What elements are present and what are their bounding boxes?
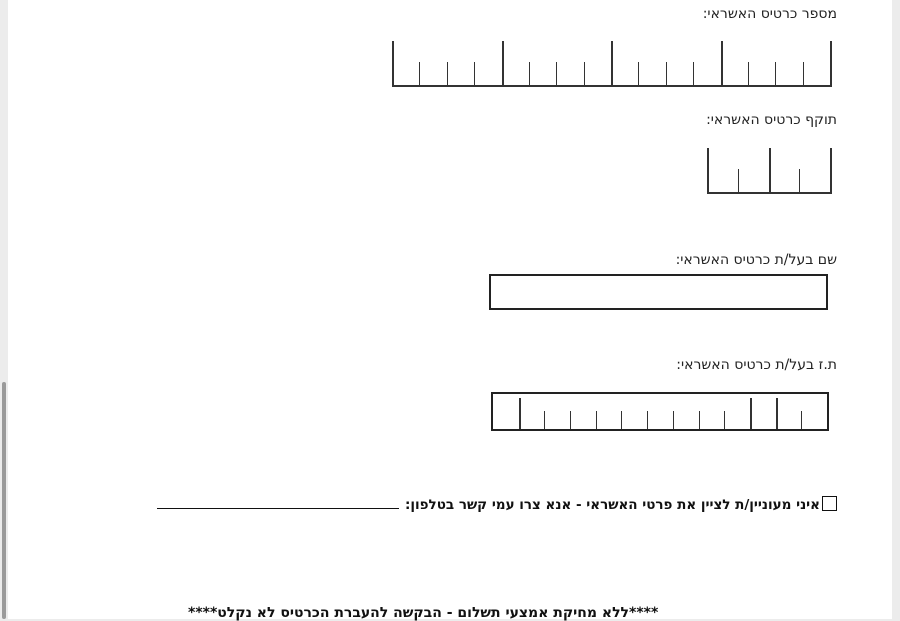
digit-divider (738, 169, 739, 194)
holder-name-field[interactable] (489, 274, 828, 310)
card-expiry-label: תוקף כרטיס האשראי: (706, 112, 837, 128)
digit-divider (647, 411, 648, 429)
digit-divider (529, 62, 530, 87)
digit-divider (519, 398, 521, 429)
digit-divider (447, 62, 448, 87)
holder-name-label: שם בעל/ת כרטיס האשראי: (675, 252, 837, 268)
phone-contact-checkbox[interactable] (822, 496, 837, 511)
digit-divider (584, 62, 585, 87)
digit-divider (693, 62, 694, 87)
phone-number-line[interactable] (157, 508, 399, 509)
digit-divider (750, 398, 752, 429)
holder-id-label: ת.ז בעל/ת כרטיס האשראי: (676, 357, 837, 373)
digit-divider (673, 411, 674, 429)
digit-divider (803, 62, 804, 87)
digit-divider (699, 411, 700, 429)
digit-divider (748, 62, 749, 87)
card-number-label: מספר כרטיס האשראי: (702, 6, 837, 22)
digit-divider (611, 41, 613, 87)
holder-id-field[interactable] (491, 392, 829, 431)
digit-divider (556, 62, 557, 87)
digit-divider (502, 41, 504, 87)
digit-divider (474, 62, 475, 87)
digit-divider (769, 148, 771, 194)
digit-divider (775, 62, 776, 87)
digit-divider (392, 41, 394, 87)
card-number-field[interactable] (392, 41, 832, 87)
page-gutter (892, 0, 900, 619)
phone-contact-option (157, 496, 837, 513)
card-expiry-field[interactable] (707, 148, 832, 194)
digit-divider (638, 62, 639, 87)
digit-divider (724, 411, 725, 429)
digit-divider (596, 411, 597, 429)
digit-divider (544, 411, 545, 429)
digit-divider (721, 41, 723, 87)
document-page (8, 0, 892, 619)
digit-divider (570, 411, 571, 429)
digit-divider (666, 62, 667, 87)
digit-divider (621, 411, 622, 429)
digit-divider (707, 148, 709, 194)
digit-divider (830, 148, 832, 194)
digit-divider (776, 398, 778, 429)
digit-divider (419, 62, 420, 87)
digit-divider (799, 169, 800, 194)
scrollbar[interactable] (0, 0, 8, 619)
digit-divider (830, 41, 832, 87)
digit-divider (801, 411, 802, 429)
scrollbar-thumb[interactable] (2, 382, 6, 619)
footer-note: ****ללא מחיקת אמצעי תשלום - הבקשה להעברת הכרטיס לא נקלט**** (188, 605, 659, 621)
phone-contact-text: איני מעוניין/ת לציין את פרטי האשראי - אנא צרו עמי קשר בטלפון: (405, 497, 820, 513)
